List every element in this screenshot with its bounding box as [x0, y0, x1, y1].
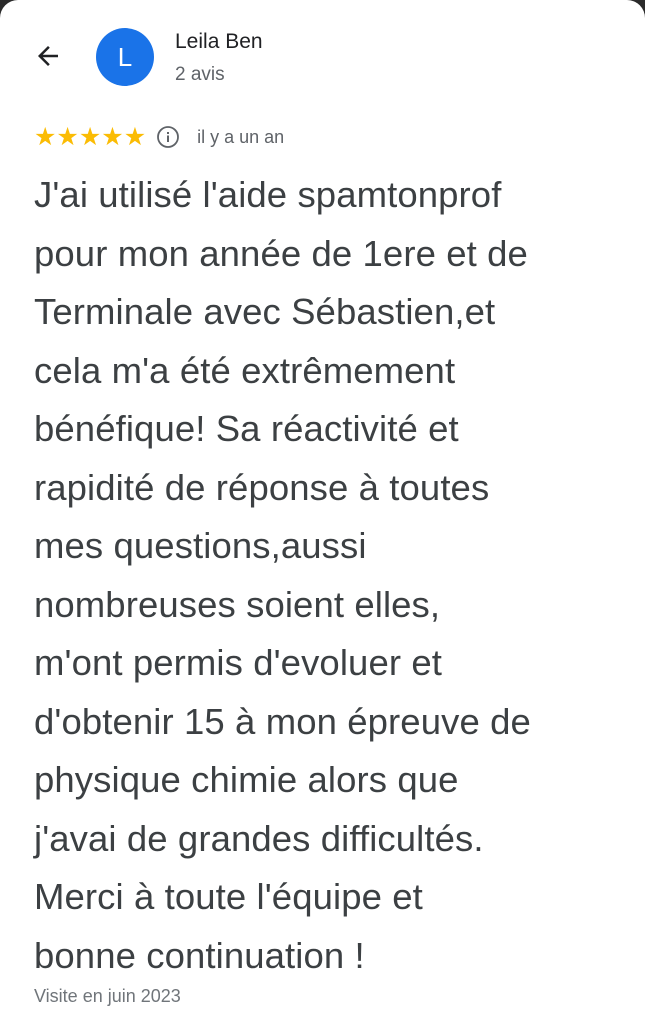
user-name[interactable]: Leila Ben: [175, 30, 263, 53]
info-icon: [156, 125, 180, 149]
star-icon: ★: [101, 122, 124, 151]
rating-row: [34, 122, 284, 152]
time-ago: il y a un an: [197, 126, 285, 147]
star-icon: ★: [34, 122, 57, 151]
visit-date: Visite en juin 2023: [34, 986, 181, 1006]
avatar[interactable]: [96, 28, 154, 86]
review-text: J'ai utilisé l'aide spamtonprof pour mon année de 1ere et de Terminale avec Sébastien,et cela m'a été extrêmement bénéfique! Sa réactivité et rapidité de réponse à toutes mes questions,aussi nombreuses soient elles, m'ont permis d'evoluer et d'obtenir 15 à mon épreuve de physique chimie alors que j'avai de grandes difficultés. Merci à toute l'équipe et bonne continuation !: [34, 174, 531, 976]
info-button[interactable]: [156, 125, 180, 149]
arrow-left-icon: [33, 41, 63, 71]
back-button[interactable]: [24, 34, 72, 78]
avatar-letter: L: [117, 41, 133, 72]
star-icon: ★: [78, 122, 102, 151]
star-rating: [34, 123, 146, 151]
star-icon: ★: [56, 122, 79, 151]
star-icon: ★: [123, 122, 147, 151]
review-count: 2 avis: [175, 64, 225, 85]
